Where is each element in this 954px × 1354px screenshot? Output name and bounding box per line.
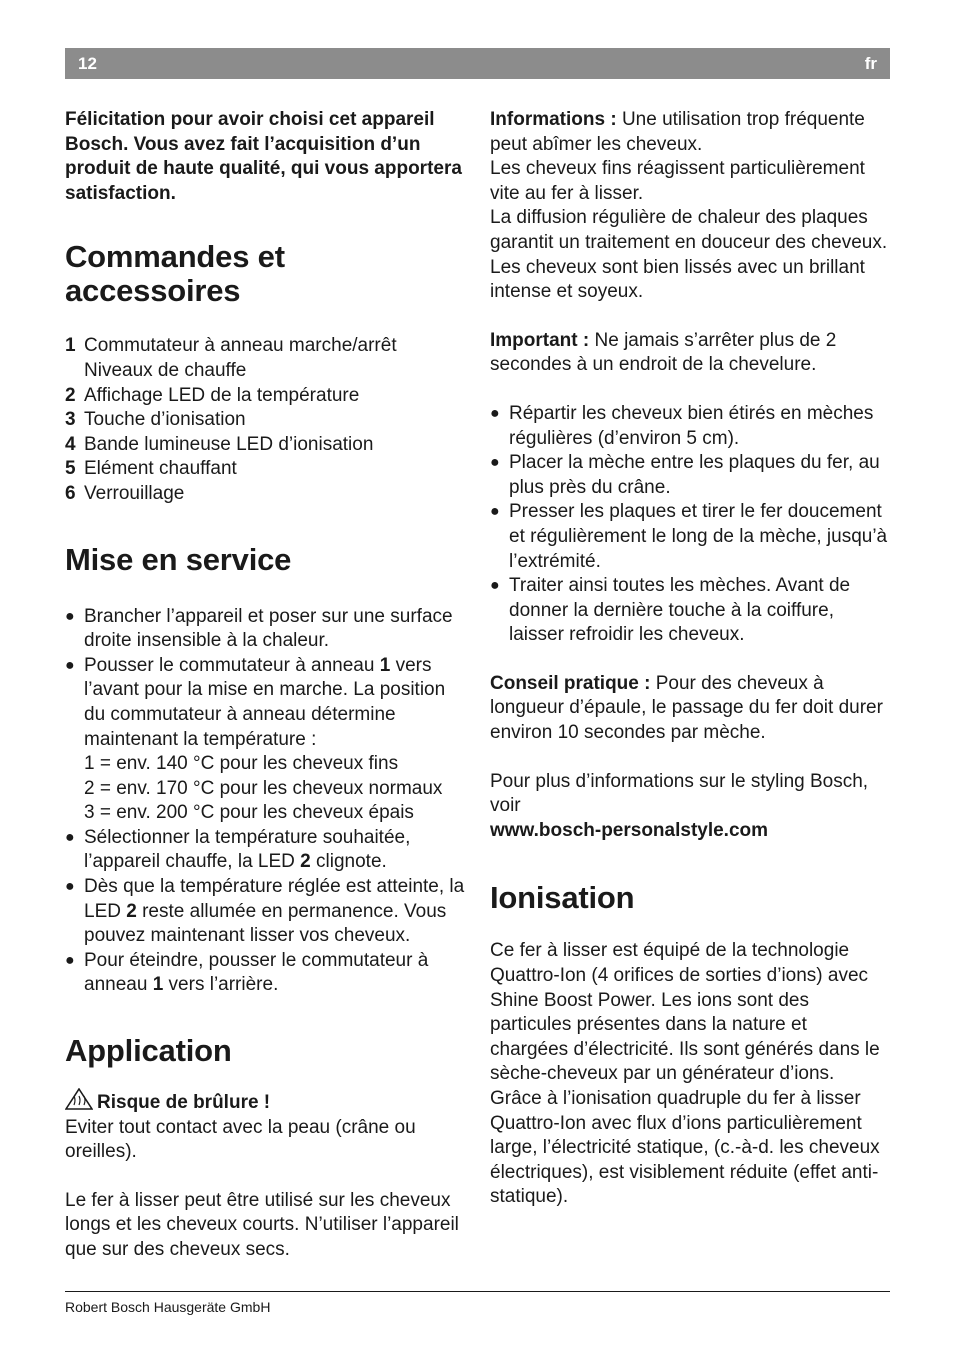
website-link[interactable]: www.bosch-personalstyle.com	[490, 819, 769, 841]
bullet-icon: ●	[65, 656, 75, 674]
warning-line: Risque de brûlure !	[65, 1088, 465, 1116]
list-item: ● Presser les plaques et tirer le fer doucement et régulièrement le long de la mèche, jusqu’à l’extrémité.	[490, 501, 888, 572]
list-item: 6 Verrouillage	[65, 482, 185, 504]
list-item: 1 Commutateur à anneau marche/arrêt Niveaux de chauffe	[65, 335, 397, 381]
important-paragraph: Important : Ne jamais s’arrêter plus de 2 secondes à un endroit de la chevelure.	[490, 329, 837, 376]
list-item: ● Sélectionner la température souhaitée, l’appareil chauffe, la LED 2 clignote.	[65, 826, 411, 873]
controls-heading: Commandes et accessoires	[65, 239, 285, 309]
warning-icon	[65, 1088, 93, 1110]
ionisation-heading: Ionisation	[490, 880, 635, 916]
bullet-icon: ●	[490, 503, 500, 521]
more-info-text: Pour plus d’informations sur le styling Bosch, voir	[490, 770, 869, 817]
list-item: 4 Bande lumineuse LED d’ionisation	[65, 433, 374, 455]
application-text-2: Le fer à lisser peut être utilisé sur les cheveux longs et les cheveux courts. N’utiliser l’appareil que sur des cheveux secs.	[65, 1189, 459, 1260]
ionisation-text: Ce fer à lisser est équipé de la technologie Quattro-Ion (4 orifices de sorties d’ions) avec Shine Boost Power. Les ions sont des particules présentes dans la nature et chargées d’électricité. Ils sont générés dans le sèche-cheveux par un générateur d’ions. Grâce à l’ionisation quadruple du fer à lisser Quattro-Ion avec flux d’ions particulièrement large, l’électricité statique, (c.-à-d. les cheveux électriques), est visiblement réduite (effet anti-statique).	[490, 940, 880, 1208]
controls-list	[65, 334, 465, 506]
tip-paragraph: Conseil pratique : Pour des cheveux à longueur d’épaule, le passage du fer doit durer environ 10 secondes par mèche.	[490, 672, 883, 744]
info-paragraph-2: Les cheveux fins réagissent particulièrement vite au fer à lisser.	[490, 158, 865, 204]
list-item: ● Placer la mèche entre les plaques du fer, au plus près du crâne.	[490, 452, 880, 498]
page-header-bar	[65, 48, 890, 79]
bullet-icon: ●	[490, 404, 500, 422]
info-paragraph-4: Les cheveux sont bien lissés avec un brillant intense et soyeux.	[490, 256, 865, 303]
list-item: ● Pour éteindre, pousser le commutateur à anneau 1 vers l’arrière.	[65, 949, 429, 996]
footer-company: Robert Bosch Hausgeräte GmbH	[65, 1299, 271, 1315]
list-item: 3 Touche d’ionisation	[65, 409, 246, 431]
usage-list	[490, 402, 890, 648]
bullet-icon: ●	[65, 607, 75, 625]
right-column	[490, 108, 890, 1210]
list-item: ● Répartir les cheveux bien étirés en mèches régulières (d’environ 5 cm).	[490, 402, 874, 449]
left-column	[65, 108, 465, 1263]
bullet-icon: ●	[65, 951, 75, 969]
language-code: fr	[864, 54, 877, 73]
bullet-icon: ●	[490, 577, 500, 595]
intro-text: Félicitation pour avoir choisi cet appareil Bosch. Vous avez fait l’acquisition d’un produit de haute qualité, qui vous apportera satisfaction.	[65, 109, 462, 204]
list-item: ● Traiter ainsi toutes les mèches. Avant de donner la dernière touche à la coiffure, laisser refroidir les cheveux.	[490, 575, 851, 646]
bullet-icon: ●	[490, 454, 500, 472]
page-number: 12	[78, 54, 97, 73]
list-item: ● Dès que la température réglée est atteinte, la LED 2 reste allumée en permanence. Vous pouvez maintenant lisser vos cheveux.	[65, 876, 465, 947]
bullet-icon: ●	[65, 878, 75, 896]
list-item: 2 Affichage LED de la température	[65, 384, 360, 406]
list-item: ● Brancher l’appareil et poser sur une surface droite insensible à la chaleur.	[65, 605, 453, 652]
info-paragraph-3: La diffusion régulière de chaleur des plaques garantit un traitement en douceur des cheveux.	[490, 207, 888, 253]
list-item: 5 Elément chauffant	[65, 458, 237, 480]
info-paragraph: Informations : Une utilisation trop fréquente peut abîmer les cheveux.	[490, 109, 865, 155]
service-list	[65, 605, 465, 999]
service-heading: Mise en service	[65, 541, 292, 577]
footer-divider	[65, 1291, 890, 1292]
bullet-icon: ●	[65, 828, 75, 846]
list-item: ● Pousser le commutateur à anneau 1 vers l’avant pour la mise en marche. La position du commutateur à anneau détermine maintenant la température : 1 = env. 140 °C pour les cheveux fins 2 = env. 170 °C pour les cheveux normaux 3 = env. 200 °C pour les cheveux épais	[65, 654, 446, 824]
application-text-1: Eviter tout contact avec la peau (crâne ou oreilles).	[65, 1116, 416, 1163]
application-heading: Application	[65, 1033, 232, 1069]
